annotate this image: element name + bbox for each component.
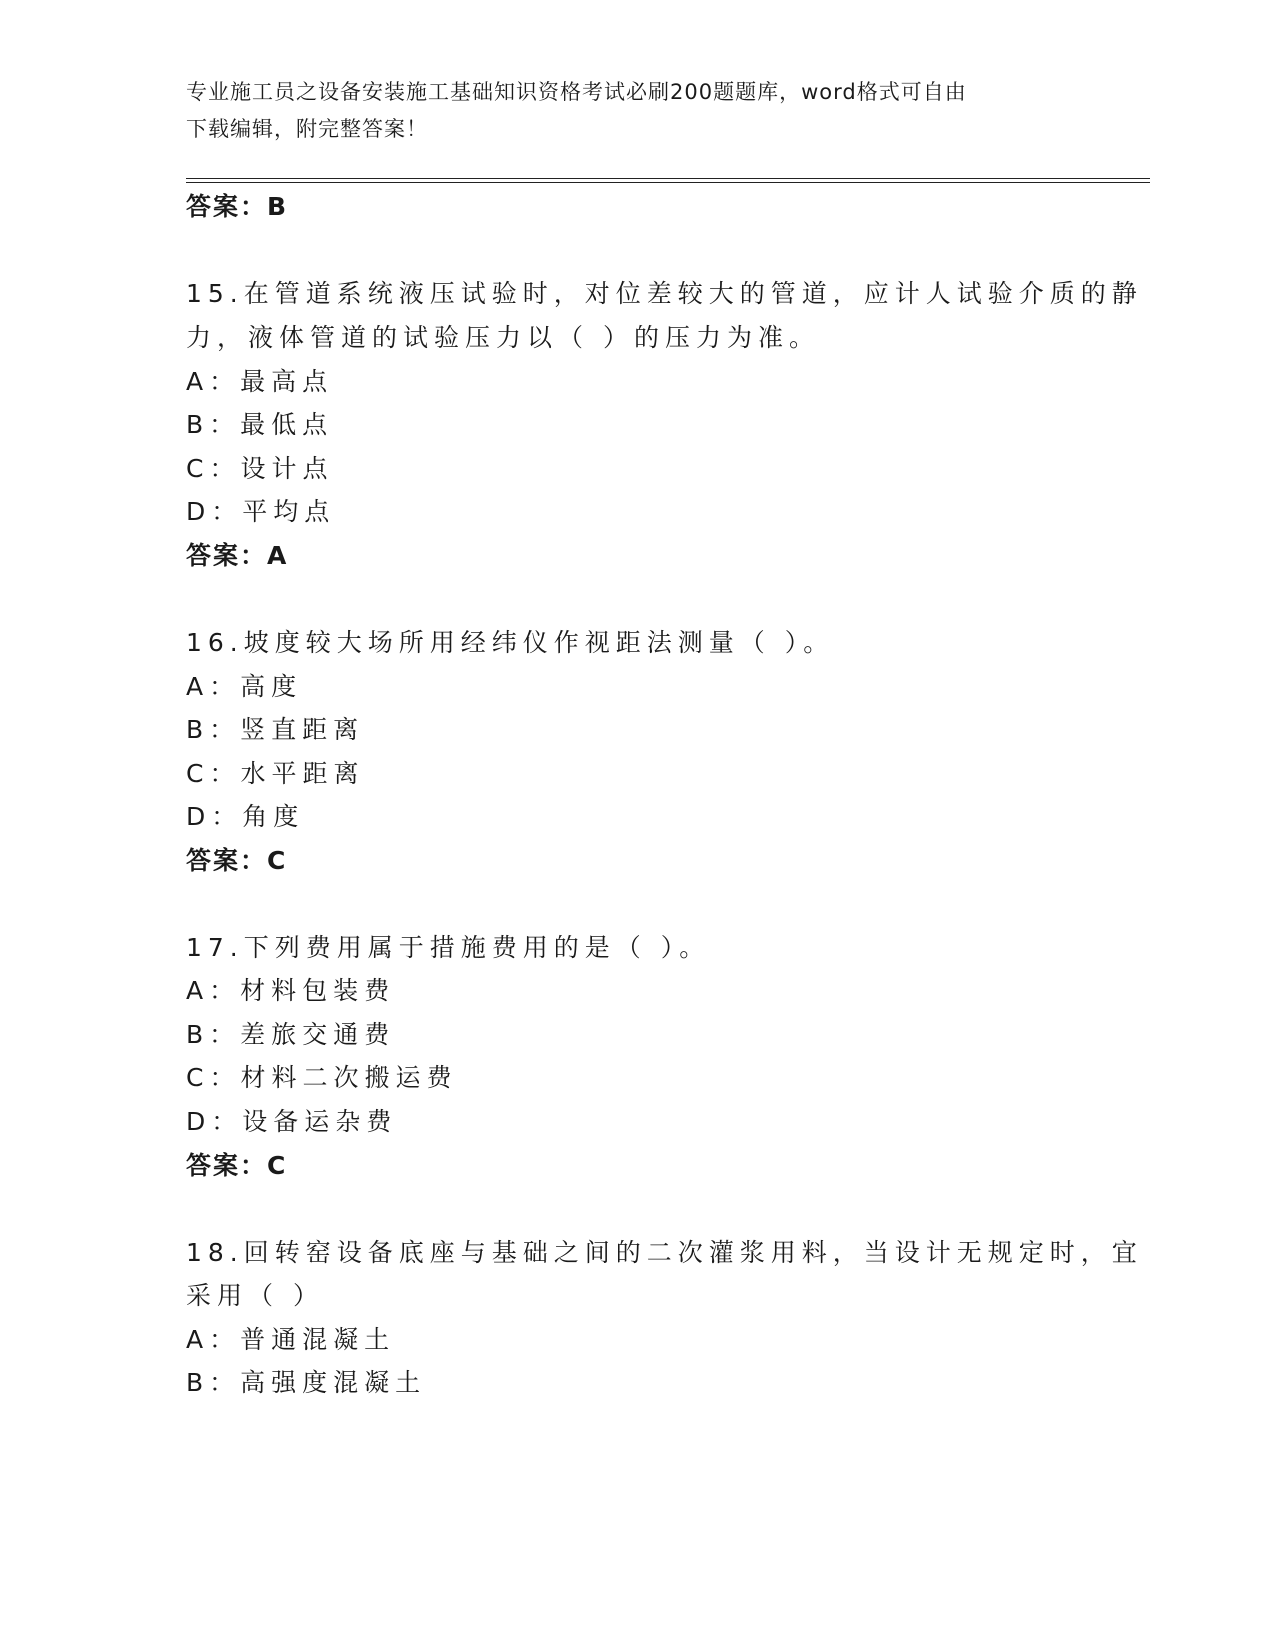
answer-line: 答案：A	[186, 541, 289, 570]
option-item: B：差旅交通费	[186, 1020, 396, 1049]
option-item: A：高度	[186, 672, 303, 701]
option-item: C：设计点	[186, 454, 334, 483]
question-stem: 18.回转窑设备底座与基础之间的二次灌浆用料，当设计无规定时，宜	[186, 1238, 1143, 1267]
question-stem: 力，液体管道的试验压力以（ ）的压力为准。	[186, 323, 820, 352]
header-divider-bottom	[186, 182, 1150, 183]
option-item: D：角度	[186, 802, 305, 831]
option-item: B：最低点	[186, 410, 334, 439]
option-item: B：高强度混凝土	[186, 1368, 427, 1397]
option-item: C：材料二次搬运费	[186, 1063, 458, 1092]
document-header	[186, 74, 1066, 148]
option-item: A：材料包装费	[186, 976, 396, 1005]
question-stem: 16.坡度较大场所用经纬仪作视距法测量（ ）。	[186, 628, 835, 657]
question-stem: 17.下列费用属于措施费用的是（ ）。	[186, 933, 711, 962]
option-item: A：最高点	[186, 367, 334, 396]
option-item: B：竖直距离	[186, 715, 365, 744]
header-line-1: 专业施工员之设备安装施工基础知识资格考试必刷200题题库，word格式可自由	[186, 80, 967, 104]
option-item: A：普通混凝土	[186, 1325, 396, 1354]
option-item: D：平均点	[186, 497, 336, 526]
header-line-2: 下载编辑，附完整答案！	[186, 117, 428, 141]
option-item: C：水平距离	[186, 759, 365, 788]
option-item: D：设备运杂费	[186, 1107, 398, 1136]
question-stem: 15.在管道系统液压试验时，对位差较大的管道，应计人试验介质的静	[186, 279, 1143, 308]
answer-line: 答案：C	[186, 846, 288, 875]
answer-line: 答案：C	[186, 1151, 288, 1180]
answer-line: 答案：B	[186, 192, 289, 221]
header-divider-top	[186, 178, 1150, 179]
question-stem: 采用（ ）	[186, 1281, 324, 1310]
